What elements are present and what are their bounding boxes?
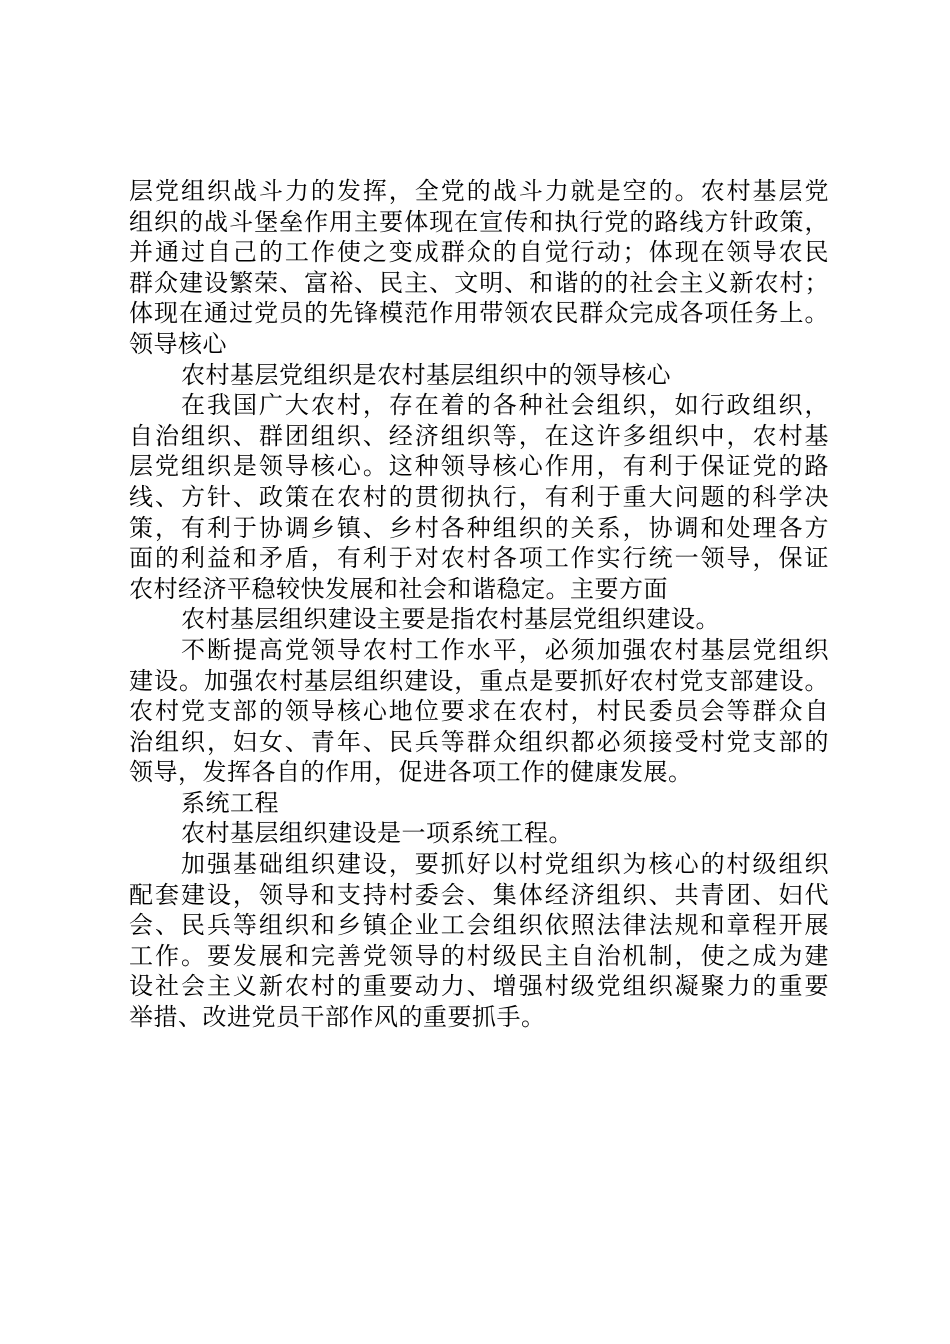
- text-line: 策，有利于协调乡镇、乡村各种组织的关系，协调和处理各方: [129, 513, 829, 542]
- text-line: 线、方针、政策在农村的贯彻执行，有利于重大问题的科学决: [129, 482, 829, 511]
- text-line: 治组织，妇女、青年、民兵等群众组织都必须接受村党支部的: [129, 727, 829, 756]
- text-line: 设社会主义新农村的重要动力、增强村级党组织凝聚力的重要: [129, 972, 829, 1001]
- text-line: 领导，发挥各自的作用，促进各项工作的健康发展。: [129, 758, 693, 787]
- text-line: 体现在通过党员的先锋模范作用带领农民群众完成各项任务上。: [129, 299, 829, 328]
- text-line: 农村党支部的领导核心地位要求在农村，村民委员会等群众自: [129, 697, 829, 726]
- text-line: 组织的战斗堡垒作用主要体现在宣传和执行党的路线方针政策，: [129, 207, 829, 236]
- text-line: 自治组织、群团组织、经济组织等，在这许多组织中，农村基: [129, 421, 829, 450]
- text-line: 农村基层组织建设是一项系统工程。: [181, 819, 573, 848]
- section-heading: 领导核心: [129, 329, 227, 358]
- text-line: 会、民兵等组织和乡镇企业工会组织依照法律法规和章程开展: [129, 911, 829, 940]
- text-line: 层党组织是领导核心。这种领导核心作用，有利于保证党的路: [129, 452, 829, 481]
- text-line: 农村经济平稳较快发展和社会和谐稳定。主要方面: [129, 574, 668, 603]
- text-line: 在我国广大农村，存在着的各种社会组织，如行政组织，: [181, 391, 829, 420]
- text-line: 面的利益和矛盾，有利于对农村各项工作实行统一领导，保证: [129, 544, 829, 573]
- text-line: 加强基础组织建设，要抓好以村党组织为核心的村级组织: [181, 850, 829, 879]
- text-line: 层党组织战斗力的发挥，全党的战斗力就是空的。农村基层党: [129, 177, 829, 205]
- text-line: 并通过自己的工作使之变成群众的自觉行动；体现在领导农民: [129, 238, 829, 267]
- document-body: [129, 176, 829, 1033]
- text-line: 建设。加强农村基层组织建设，重点是要抓好农村党支部建设。: [129, 666, 829, 695]
- section-heading: 系统工程: [181, 788, 279, 817]
- text-line: 不断提高党领导农村工作水平，必须加强农村基层党组织: [181, 635, 829, 664]
- text-line: 举措、改进党员干部作风的重要抓手。: [129, 1003, 546, 1032]
- text-line: 配套建设，领导和支持村委会、集体经济组织、共青团、妇代: [129, 880, 829, 909]
- text-line: 农村基层党组织是农村基层组织中的领导核心: [181, 360, 671, 389]
- text-line: 群众建设繁荣、富裕、民主、文明、和谐的的社会主义新农村；: [129, 268, 829, 297]
- text-line: 工作。要发展和完善党领导的村级民主自治机制，使之成为建: [129, 941, 829, 970]
- text-line: 农村基层组织建设主要是指农村基层党组织建设。: [181, 605, 720, 634]
